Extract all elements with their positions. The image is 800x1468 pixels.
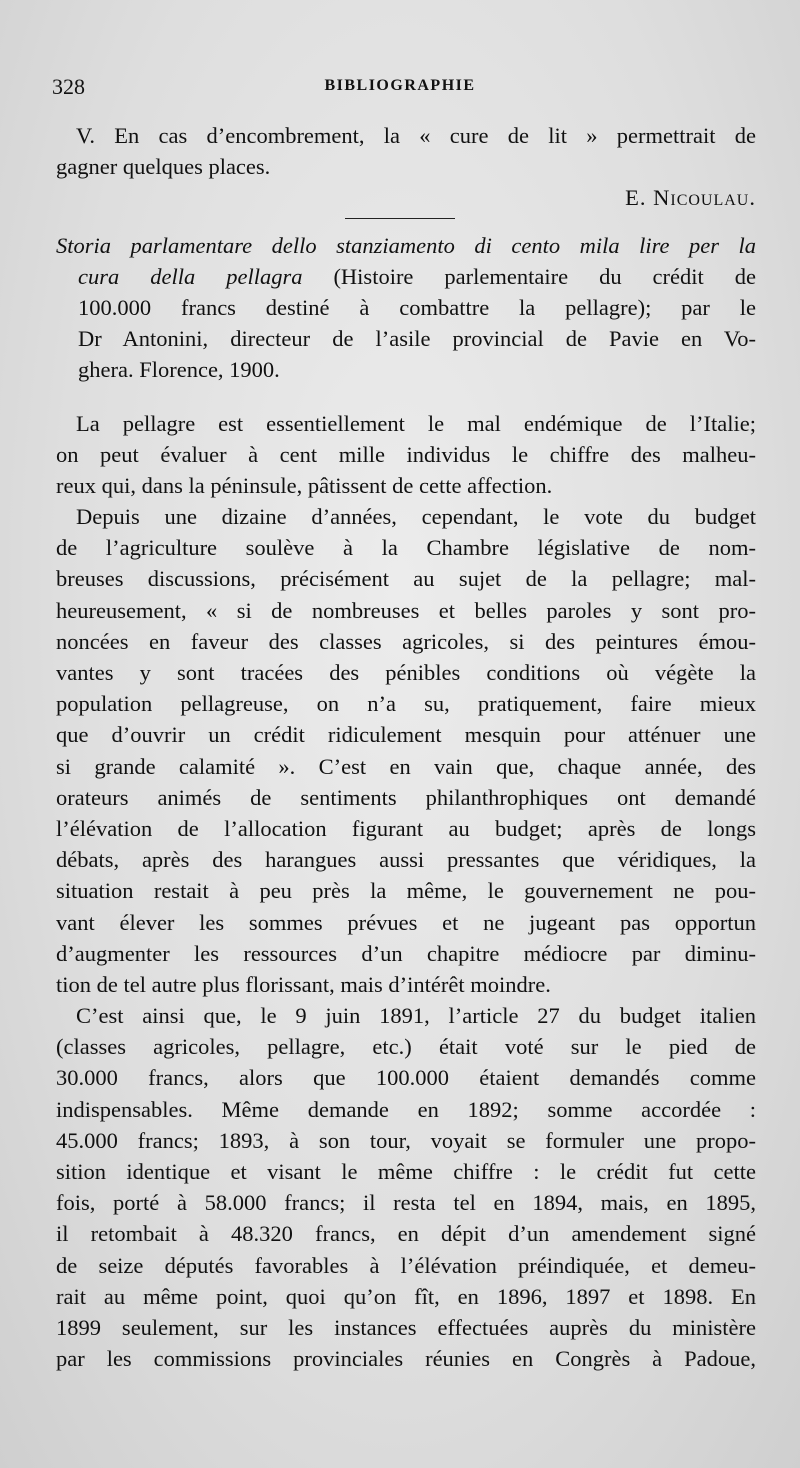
text-line: l’élévation de l’allocation figurant au budget; après de longs (56, 815, 756, 841)
paragraph (56, 1000, 756, 1374)
text-line: Depuis une dizaine d’années, cependant, le vote du budget (76, 504, 756, 530)
page-number: 328 (52, 74, 85, 99)
entry-title-line: Storia parlamentare dello stanziamento di cento mila lire per la (56, 232, 756, 258)
text-line: que d’ouvrir un crédit ridiculement mesquin pour atténuer une (56, 722, 756, 748)
text-line: on peut évaluer à cent mille individus le chiffre des malheu- (56, 441, 756, 467)
text-line: population pellagreuse, on n’a su, pratiquement, faire mieux (56, 691, 756, 717)
text-line: indispensables. Même demande en 1892; somme accordée : (56, 1096, 756, 1122)
entry-line: Dr Antonini, directeur de l’asile provincial de Pavie en Vo- (78, 326, 756, 352)
text-line: 1899 seulement, sur les instances effectuées auprès du ministère (56, 1314, 756, 1340)
text-line: il retombait à 48.320 francs, en dépit d’un amendement signé (56, 1221, 756, 1247)
text-line: orateurs animés de sentiments philanthrophiques ont demandé (56, 784, 756, 810)
entry-title-line (56, 261, 756, 292)
text-line: (classes agricoles, pellagre, etc.) était voté sur le pied de (56, 1034, 756, 1060)
text-line: La pellagre est essentiellement le mal endémique de l’Italie; (76, 410, 756, 436)
page-body (56, 120, 756, 1374)
review-signature: E. Nicoulau. (625, 185, 756, 211)
text-line: gagner quelques places. (56, 154, 271, 180)
entry-line: 100.000 francs destiné à combattre la pellagre); par le (78, 294, 756, 320)
text-line: fois, porté à 58.000 francs; il resta tel en 1894, mais, en 1895, (56, 1190, 756, 1216)
entry-line: ghera. Florence, 1900. (78, 357, 280, 383)
entry-title-translation: (Histoire parlementaire du crédit de (302, 263, 756, 289)
bibliography-entry (56, 230, 756, 386)
text-line: C’est ainsi que, le 9 juin 1891, l’article 27 du budget italien (76, 1003, 756, 1029)
text-line: situation restait à peu près la même, le gouvernement ne pou- (56, 878, 756, 904)
text-line: vant élever les sommes prévues et ne jugeant pas opportun (56, 909, 756, 935)
text-line: si grande calamité ». C’est en vain que, chaque année, des (56, 753, 756, 779)
text-line: de seize députés favorables à l’élévation préindiquée, et demeu- (56, 1252, 756, 1278)
text-line: de l’agriculture soulève à la Chambre législative de nom- (56, 535, 756, 561)
text-line: 45.000 francs; 1893, à son tour, voyait se formuler une propo- (56, 1127, 756, 1153)
text-line: reux qui, dans la péninsule, pâtissent de cette affection. (56, 472, 553, 498)
text-line: V. En cas d’encombrement, la « cure de lit » permettrait de (76, 123, 756, 148)
text-line: noncées en faveur des classes agricoles, si des peintures émou- (56, 628, 756, 654)
text-line: 30.000 francs, alors que 100.000 étaient demandés comme (56, 1065, 756, 1091)
text-line: sition identique et visant le même chiffre : le crédit fut cette (56, 1159, 756, 1184)
preceding-review-end (56, 120, 756, 214)
text-line: d’augmenter les ressources d’un chapitre médiocre par diminu- (56, 940, 756, 966)
text-line: tion de tel autre plus florissant, mais d’intérêt moindre. (56, 971, 551, 997)
text-line: breuses discussions, précisément au sujet de la pellagre; mal- (56, 566, 756, 592)
paragraph (56, 408, 756, 502)
text-line: débats, après des harangues aussi pressantes que véridiques, la (56, 847, 756, 873)
running-title: BIBLIOGRAPHIE (324, 77, 476, 94)
entry-title-italic: cura della pellagra (78, 263, 303, 289)
text-line: par les commissions provinciales réunies en Congrès à Padoue, (56, 1346, 756, 1372)
paragraph (56, 501, 756, 1000)
text-line: rait au même point, quoi qu’on fît, en 1896, 1897 et 1898. En (56, 1283, 756, 1309)
page-header (52, 74, 748, 104)
text-line: heureusement, « si de nombreuses et belles paroles y sont pro- (56, 597, 756, 623)
text-line: vantes y sont tracées des pénibles conditions où végète la (56, 660, 756, 685)
